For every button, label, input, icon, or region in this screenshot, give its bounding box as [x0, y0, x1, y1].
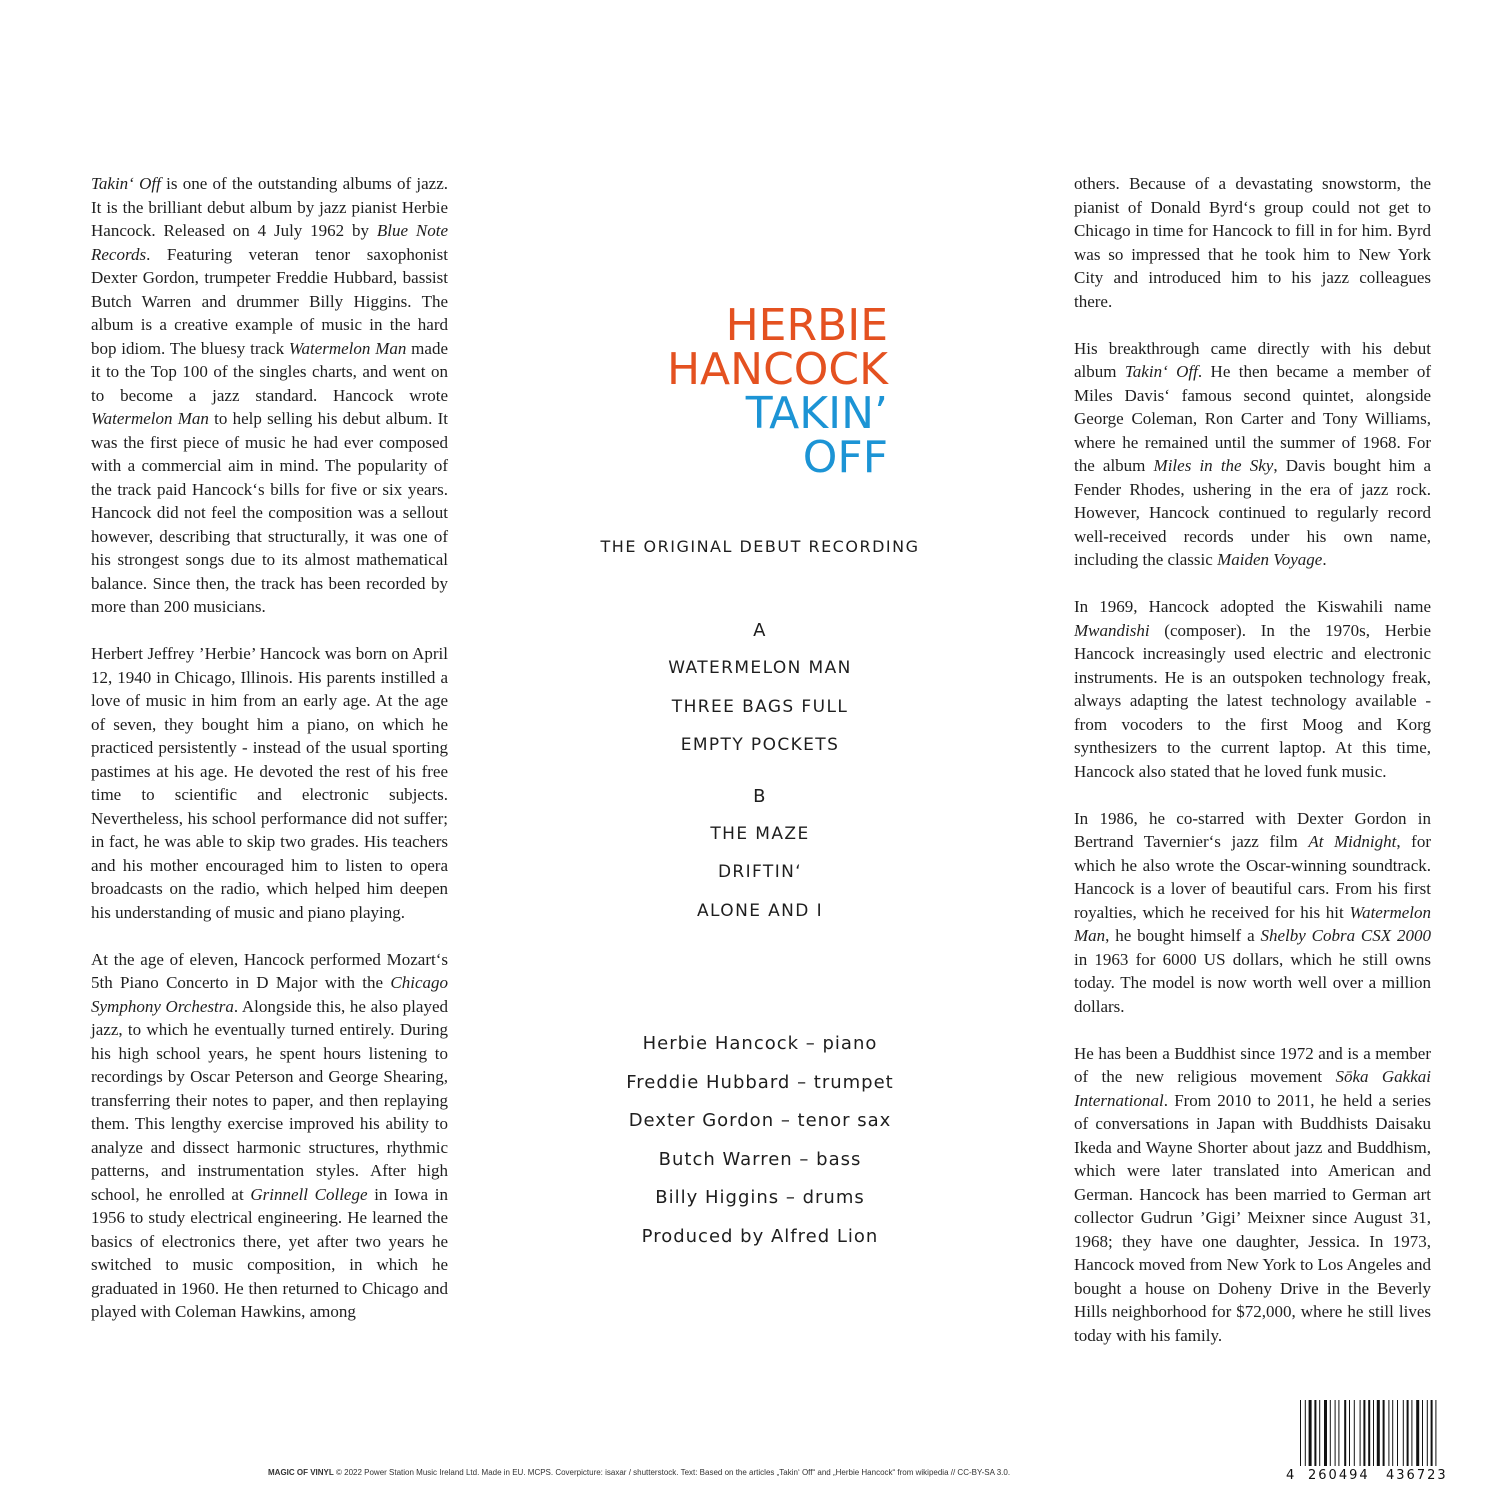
subtitle: THE ORIGINAL DEBUT RECORDING: [600, 537, 920, 556]
credit-item: Freddie Hubbard – trumpet: [626, 1071, 894, 1093]
album-title-line-1: TAKIN’: [745, 388, 888, 439]
title-block: [560, 300, 888, 483]
album-title-line-2: OFF: [802, 432, 888, 483]
copyright-footer: [268, 1468, 1208, 1477]
left-text-column: [91, 172, 448, 1347]
credit-item: Dexter Gordon – tenor sax: [628, 1110, 892, 1131]
barcode-group-1: 260494: [1308, 1468, 1370, 1483]
track-item: WATERMELON MAN: [668, 658, 852, 678]
credit-item: Herbie Hancock – piano: [642, 1033, 878, 1054]
track-item: THE MAZE: [710, 823, 810, 844]
left-paragraph-3: At the age of eleven, Hancock performed Mozart‘s 5th Piano Concerto in D Major with the Chicago Symphony Orchestra. Alongside this, he also played jazz, to which he eventually turned entirely. During his high school years, he spent hours listening to recordings by Oscar Peterson and George Shearing, transferring their notes to paper, and then replaying them. This lengthy exercise improved his ability to analyze and dissect harmonic structures, rhythmic patterns, and instrumentation styles. After high school, he enrolled at Grinnell College in Iowa in 1956 to study electrical engineering. He learned the basics of electronics there, yet after two years he switched to music composition, in which he graduated in 1960. He then returned to Chicago and played with Coleman Hawkins, among: [91, 949, 448, 1321]
track-item: EMPTY POCKETS: [680, 735, 840, 755]
left-paragraph-2: Herbert Jeffrey ’Herbie’ Hancock was born on April 12, 1940 in Chicago, Illinois. His parents instilled a love of music in him from an early age. At the age of seven, they bought him a piano, on which he practiced persistently - instead of the usual sporting pastimes at his age. He devoted the rest of his free time to scientific and electronic subjects. Nevertheless, his school performance did not suffer; in fact, he was able to skip two grades. His teachers and his mother encouraged him to listen to opera broadcasts on the radio, which helped him deepen his understanding of music and piano playing.: [91, 644, 448, 922]
side-b-label: B: [753, 785, 767, 807]
right-paragraph-4: In 1986, he co-starred with Dexter Gordon in Bertrand Tavernier‘s jazz film At Midnight, for which he also wrote the Oscar-winning soundtrack. Hancock is a lover of beautiful cars. From his first royalties, which he received for his hit Watermelon Man, he bought himself a Shelby Cobra CSX 2000 in 1963 for 6000 US dollars, which he still owns today. The model is now worth well over a million dollars.: [1074, 808, 1431, 1016]
right-text-column: [1074, 172, 1431, 1371]
credits-list: [560, 1032, 960, 1263]
artist-name-line-1: HERBIE: [725, 300, 888, 351]
left-paragraph-1: Takin‘ Off is one of the outstanding albums of jazz. It is the brilliant debut album by jazz pianist Herbie Hancock. Released on 4 July 1962 by Blue Note Records. Featuring veteran tenor saxophonist Dexter Gordon, trumpeter Freddie Hubbard, bassist Butch Warren and drummer Billy Higgins. The album is a creative example of music in the hard bop idiom. The bluesy track Watermelon Man made it to the Top 100 of the singles charts, and went on to become a jazz standard. Hancock wrote Watermelon Man to help selling his debut album. It was the first piece of music he had ever composed with a commercial aim in mind. The popularity of the track paid Hancock‘s bills for five or six years. Hancock did not feel the composition was a sellout however, describing that structurally, it was one of his strongest songs due to its almost mathematical balance. Since then, the track has been recorded by more than 200 musicians.: [91, 174, 449, 616]
side-a-label: A: [753, 620, 767, 641]
barcode-group-2: 436723: [1386, 1468, 1448, 1483]
credit-item: Produced by Alfred Lion: [641, 1225, 879, 1247]
right-paragraph-5: He has been a Buddhist since 1972 and is a member of the new religious movement Sōka Gakkai International. From 2010 to 2011, he held a series of conversations in Japan with Buddhists Daisaku Ikeda and Wayne Shorter about jazz and Buddhism, which were later translated into American and German. Hancock has been married to German art collector Gudrun ’Gigi’ Meixner since August 31, 1968; they have one daughter, Jessica. In 1973, Hancock moved from New York to Los Angeles and bought a house on Doheny Drive in the Beverly Hills neighborhood for $72,000, where he still lives today with his family.: [1074, 1043, 1431, 1345]
credit-item: Billy Higgins – drums: [655, 1187, 865, 1208]
label-brand: MAGIC OF VINYL: [268, 1468, 334, 1477]
right-paragraph-1: others. Because of a devastating snowstorm, the pianist of Donald Byrd‘s group could not get to Chicago in time for Hancock to fill in for him. Byrd was so impressed that he took him to New York City and introduced him to his jazz colleagues there.: [1074, 174, 1431, 311]
track-item: DRIFTIN‘: [717, 862, 803, 882]
copyright-text: © 2022 Power Station Music Ireland Ltd. Made in EU. MCPS. Coverpicture: isaxar / shutterstock. Text: Based on the articles „Takin‘ Off“ and „Herbie Hancock“ from wikipedia // CC-BY-SA 3.0.: [333, 1468, 1011, 1477]
right-paragraph-2: His breakthrough came directly with his debut album Takin‘ Off. He then became a member of Miles Davis‘ famous second quintet, alongside George Coleman, Ron Carter and Tony Williams, where he remained until the summer of 1968. For the album Miles in the Sky, Davis bought him a Fender Rhodes, ushering in the era of jazz rock. However, Hancock continued to regularly record well-received records under his own name, including the classic Maiden Voyage.: [1074, 338, 1431, 569]
artist-name-line-2: HANCOCK: [666, 344, 888, 395]
track-item: ALONE AND I: [697, 900, 823, 921]
barcode-digit-first: 4: [1286, 1468, 1295, 1483]
right-paragraph-3: In 1969, Hancock adopted the Kiswahili name Mwandishi (composer). In the 1970s, Herbie Hancock increasingly used electric and electronic instruments. He is an outspoken technology freak, always adapting the latest technology available - from vocoders to the first Moog and Korg synthesizers to the current laptop. At this time, Hancock also stated that he loved funk music.: [1074, 597, 1431, 781]
tracklist: [560, 617, 960, 936]
credit-item: Butch Warren – bass: [658, 1148, 862, 1170]
track-item: THREE BAGS FULL: [671, 696, 849, 717]
